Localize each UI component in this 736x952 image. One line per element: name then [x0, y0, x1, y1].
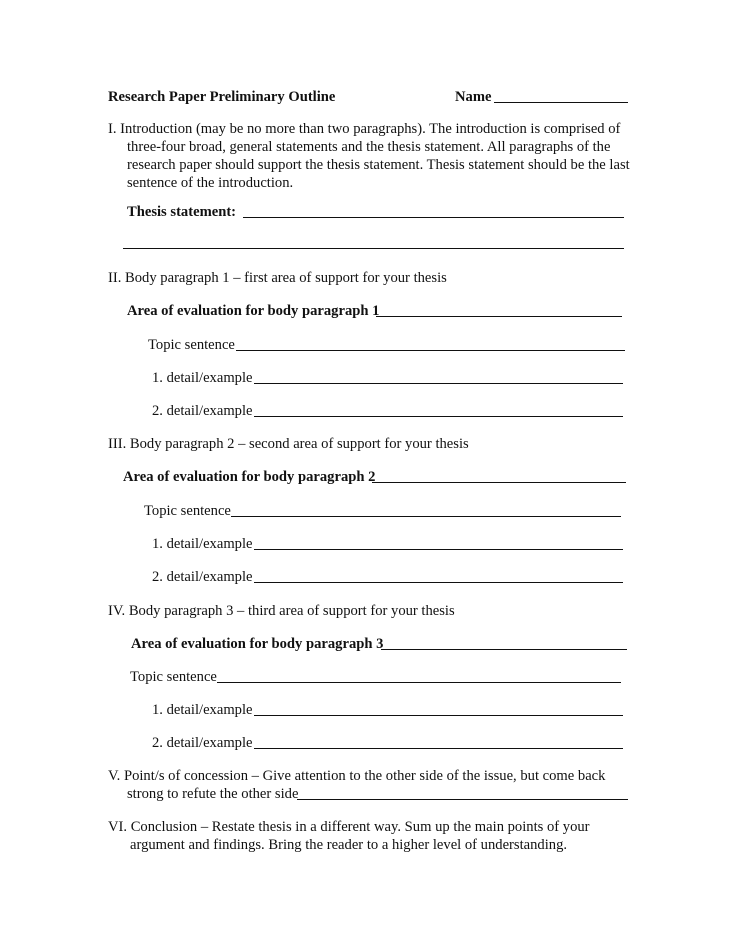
intro-paragraph: [108, 120, 630, 192]
body1-area-blank[interactable]: [376, 316, 622, 317]
body2-detail2-label: 2. detail/example: [152, 569, 253, 585]
name-label: Name: [455, 89, 492, 105]
body2-area-blank[interactable]: [372, 482, 626, 483]
body2-heading: III. Body paragraph 2 – second area of support for your thesis: [108, 436, 469, 452]
body3-area-blank[interactable]: [381, 649, 627, 650]
thesis-label: Thesis statement:: [127, 204, 237, 220]
intro-line: three-four broad, general statements and the thesis statement. All paragraphs of the: [127, 139, 611, 155]
body2-topic-label: Topic sentence: [144, 503, 231, 519]
body2-area-label: Area of evaluation for body paragraph 2: [123, 469, 376, 485]
body3-detail1-label: 1. detail/example: [152, 702, 253, 718]
document-title: Research Paper Preliminary Outline: [108, 89, 336, 105]
body1-detail2-blank[interactable]: [254, 416, 623, 417]
conclusion-line-1: VI. Conclusion – Restate thesis in a different way. Sum up the main points of your: [108, 819, 590, 835]
body3-topic-label: Topic sentence: [130, 669, 217, 685]
body3-area-label: Area of evaluation for body paragraph 3: [131, 636, 384, 652]
body3-detail2-label: 2. detail/example: [152, 735, 253, 751]
body1-detail2-label: 2. detail/example: [152, 403, 253, 419]
body2-detail1-blank[interactable]: [254, 549, 623, 550]
body3-heading: IV. Body paragraph 3 – third area of support for your thesis: [108, 603, 455, 619]
concession-line-1: V. Point/s of concession – Give attention to the other side of the issue, but come back: [108, 768, 606, 784]
name-blank[interactable]: [494, 102, 628, 103]
body2-topic-blank[interactable]: [231, 516, 621, 517]
thesis-blank-line-2[interactable]: [123, 248, 624, 249]
intro-line: research paper should support the thesis statement. Thesis statement should be the last: [127, 157, 630, 173]
concession-blank[interactable]: [297, 799, 628, 800]
body3-detail2-blank[interactable]: [254, 748, 623, 749]
conclusion-line-2: argument and findings. Bring the reader to a higher level of understanding.: [130, 837, 568, 853]
body1-area-label: Area of evaluation for body paragraph 1: [127, 303, 380, 319]
body3-detail1-blank[interactable]: [254, 715, 623, 716]
concession-line-2: strong to refute the other side: [127, 786, 299, 802]
thesis-blank[interactable]: [243, 217, 624, 218]
body1-heading: II. Body paragraph 1 – first area of support for your thesis: [108, 270, 447, 286]
body1-detail1-blank[interactable]: [254, 383, 623, 384]
body1-topic-label: Topic sentence: [148, 337, 235, 353]
body2-detail2-blank[interactable]: [254, 582, 623, 583]
body2-detail1-label: 1. detail/example: [152, 536, 253, 552]
body1-topic-blank[interactable]: [236, 350, 625, 351]
body3-topic-blank[interactable]: [217, 682, 621, 683]
intro-line: sentence of the introduction.: [127, 175, 294, 191]
body1-detail1-label: 1. detail/example: [152, 370, 253, 386]
intro-line: I. Introduction (may be no more than two paragraphs). The introduction is comprised of: [108, 121, 621, 137]
